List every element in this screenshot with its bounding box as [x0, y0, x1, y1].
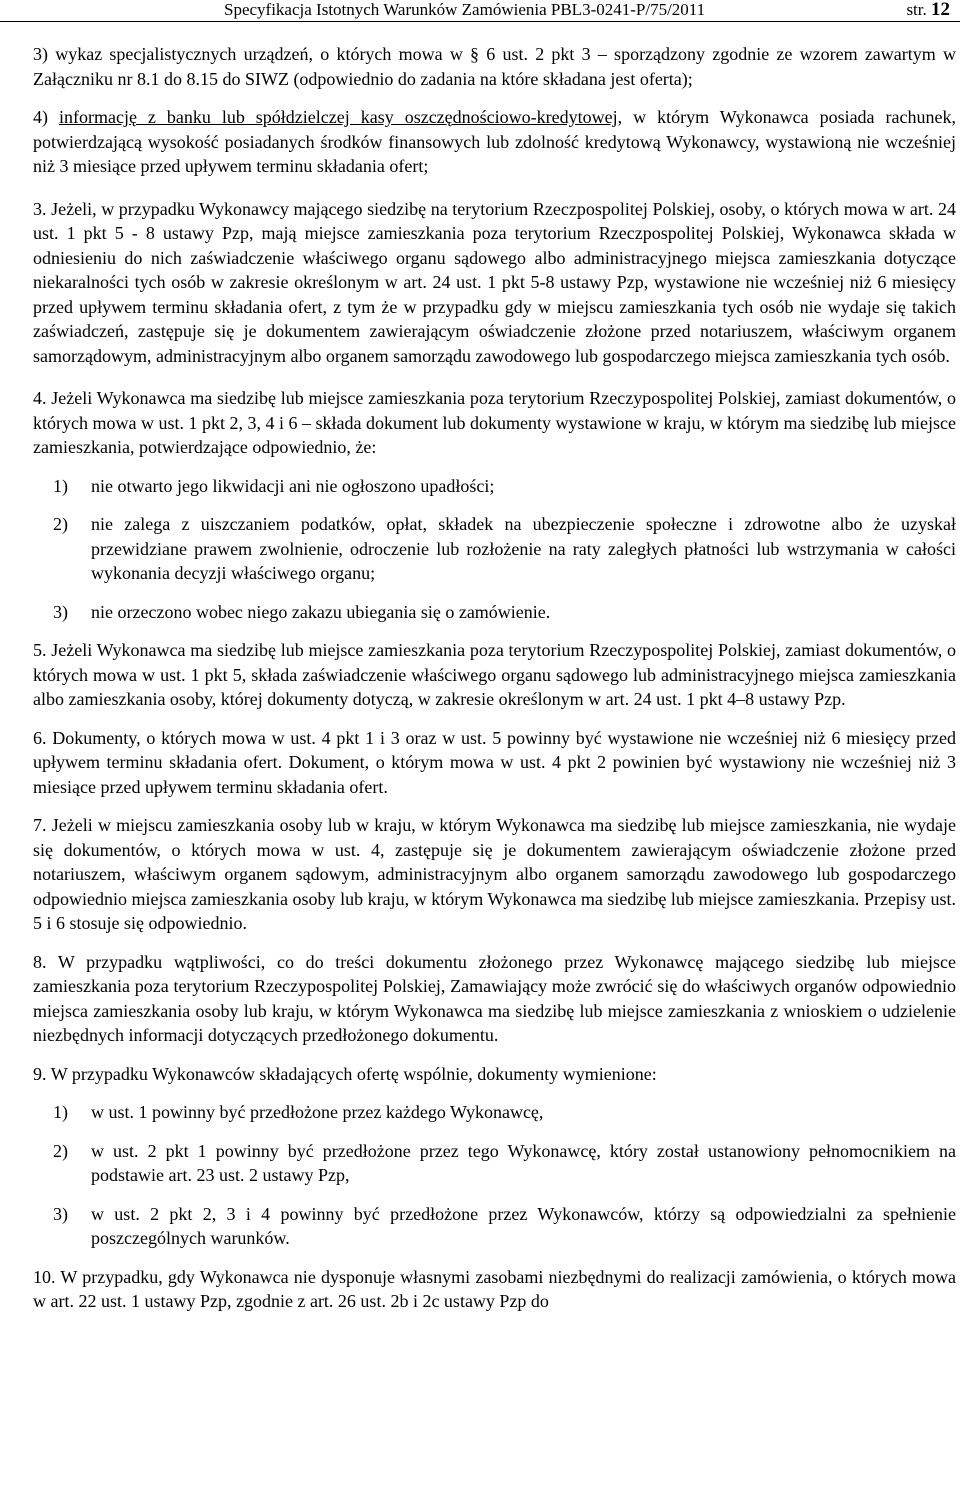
list-item-text: w ust. 2 pkt 2, 3 i 4 powinny być przedłożone przez Wykonawców, którzy są odpowiedzialni za spełnienie poszczególnych warunków.	[91, 1203, 956, 1248]
section-body: Jeżeli Wykonawca ma siedzibę lub miejsce zamieszkania poza terytorium Rzeczypospolitej Polskiej, zamiast dokumentów, o których mowa w ust. 1 pkt 2, 3, 4 i 6 – składa dokument lub dokumenty wystawione w kraju, w którym ma siedzibę lub miejsce zamieszkania, potwierdzające odpowiednio, że:	[33, 388, 957, 457]
header-rule	[0, 21, 960, 22]
sub-item-3	[33, 42, 956, 91]
page-number-value: 12	[931, 0, 950, 20]
sub-item-4-underlined: informację z banku lub spółdzielczej kasy oszczędnościowo-kredytowej	[58, 107, 618, 127]
section-body: W przypadku Wykonawców składających ofertę wspólnie, dokumenty wymienione:	[50, 1063, 657, 1084]
list-item-number: 1)	[53, 475, 68, 496]
section-body: W przypadku, gdy Wykonawca nie dysponuje własnymi zasobami niezbędnymi do realizacji zamówienia, o których mowa w art. 22 ust. 1 ustawy Pzp, zgodnie z art. 26 ust. 2b i 2c ustawy Pzp do	[33, 1266, 956, 1311]
section-body: Jeżeli, w przypadku Wykonawcy mającego siedzibę na terytorium Rzeczpospolitej Polskiej, osoby, o których mowa w art. 24 ust. 1 pkt 5 - 8 ustawy Pzp, mają miejsce zamieszkania poza terytorium Rzeczpospolitej Polskiej, Wykonawca składa w odniesieniu do nich zaświadczenie właściwego organu sądowego albo administracyjnego miejsca zamieszkania dotyczące niekaralności tych osób w zakresie określonym w art. 24 ust. 1 pkt 5-8 ustawy Pzp, wystawione nie wcześniej niż 6 miesięcy przed upływem terminu składania ofert, z tym że w przypadku gdy w miejscu zamieszkania tych osób nie wydaje się takich zaświadczeń, zastępuje się je dokumentem zawierającym oświadczenie złożone przed notariuszem, właściwym organem samorządowym, administracyjnym albo organem samorządu zawodowego lub gospodarczego miejsca zamieszkania tych osób.	[33, 198, 956, 366]
section-number: 9.	[33, 1063, 47, 1084]
section-3-text	[33, 197, 956, 369]
section-number: 4.	[33, 388, 47, 408]
section-8-text	[33, 950, 956, 1048]
section-number: 7.	[33, 815, 47, 835]
section-body: Jeżeli Wykonawca ma siedzibę lub miejsce zamieszkania poza terytorium Rzeczypospolitej Polskiej, zamiast dokumentów, o których mowa w ust. 1 pkt 5, składa zaświadczenie właściwego organu sądowego lub administracyjnego miejsca zamieszkania albo zamieszkania osoby, której dokumenty dotyczą, w zakresie określonym w art. 24 ust. 1 pkt 4–8 ustawy Pzp.	[33, 640, 957, 709]
sub-item-4-rest: , w którym Wykonawca posiada rachunek, potwierdzającą wysokość posiadanych środków finansowych lub zdolność kredytową Wykonawcy, wystawioną nie wcześniej niż 3 miesiące przed upływem terminu składania ofert;	[33, 107, 956, 176]
section-10	[33, 1265, 956, 1314]
section-7-text	[33, 813, 956, 936]
section-3	[33, 197, 956, 369]
section-number: 8.	[33, 951, 47, 972]
section-body: W przypadku wątpliwości, co do treści dokumentu złożonego przez Wykonawcę mającego siedzibę lub miejsce zamieszkania poza terytorium Rzeczypospolitej Polskiej, Zamawiający może zwrócić się do właściwych organów odpowiednio miejsca zamieszkania osoby lub kraju, w którym Wykonawca ma siedzibę lub miejsce zamieszkania z wnioskiem o udzielenie niezbędnych informacji dotyczących przedłożonego dokumentu.	[33, 951, 956, 1045]
page-header	[0, 0, 960, 22]
section-4	[33, 386, 956, 624]
list-item-text: nie orzeczono wobec niego zakazu ubiegania się o zamówienie.	[91, 601, 551, 622]
sub-item-4	[33, 105, 956, 179]
section-number: 10.	[33, 1266, 56, 1287]
section-5	[33, 638, 956, 712]
list-item-text: w ust. 1 powinny być przedłożone przez każdego Wykonawcę,	[91, 1102, 544, 1122]
list-item	[33, 1100, 956, 1125]
list-item-text: nie otwarto jego likwidacji ani nie ogłoszono upadłości;	[91, 475, 495, 496]
sub-item-4-prefix: 4)	[33, 107, 59, 127]
section-body: Dokumenty, o których mowa w ust. 4 pkt 1 i 3 oraz w ust. 5 powinny być wystawione nie wcześniej niż 6 miesięcy przed upływem terminu składania ofert. Dokument, o którym mowa w ust. 4 pkt 2 powinien być wystawiony nie wcześniej niż 3 miesiące przed upływem terminu składania ofert.	[33, 727, 956, 797]
section-4-text	[33, 386, 956, 460]
list-item	[33, 474, 956, 499]
list-item	[33, 1139, 956, 1188]
section-5-text	[33, 638, 956, 712]
list-item-number: 3)	[53, 601, 68, 622]
section-8	[33, 950, 956, 1048]
list-item	[33, 600, 956, 625]
section-6	[33, 726, 956, 800]
list-item-number: 2)	[53, 1140, 68, 1161]
list-item-text: nie zalega z uiszczaniem podatków, opłat, składek na ubezpieczenie społeczne i zdrowotne albo że uzyskał przewidziane prawem zwolnienie, odroczenie lub rozłożenie na raty zaległych płatności lub wstrzymania w całości wykonania decyzji właściwego organu;	[91, 514, 956, 583]
page-number	[906, 0, 950, 20]
section-6-text	[33, 726, 956, 800]
list-item	[33, 1202, 956, 1251]
section-10-text	[33, 1265, 956, 1314]
list-item-number: 2)	[53, 514, 68, 534]
list-item	[33, 512, 956, 586]
section-number: 6.	[33, 727, 47, 748]
section-number: 5.	[33, 640, 47, 660]
document-body	[33, 42, 956, 1314]
section-body: Jeżeli w miejscu zamieszkania osoby lub w kraju, w którym Wykonawca ma siedzibę lub miejsce zamieszkania, nie wydaje się dokumentów, o których mowa w ust. 4, zastępuje się je dokumentem zawierającym oświadczenie złożone przed notariuszem, właściwym organem sądowym, administracyjnym albo organem samorządu zawodowego lub gospodarczego odpowiednio miejsca zamieszkania osoby lub kraju, w którym Wykonawca ma siedzibę lub miejsce zamieszkania. Przepisy ust. 5 i 6 stosuje się odpowiednio.	[33, 815, 956, 933]
list-item-number: 3)	[53, 1203, 68, 1224]
list-item-number: 1)	[53, 1102, 68, 1122]
sub-item-3-text: 3) wykaz specjalistycznych urządzeń, o których mowa w § 6 ust. 2 pkt 3 – sporządzony zgodnie ze wzorem zawartym w Załączniku nr 8.1 do 8.15 do SIWZ (odpowiednio do zadania na które składana jest oferta);	[33, 44, 956, 89]
header-title: Specyfikacja Istotnych Warunków Zamówienia PBL3-0241-P/75/2011	[224, 0, 706, 19]
page-label: str.	[906, 0, 927, 19]
section-7	[33, 813, 956, 936]
list-item-text: w ust. 2 pkt 1 powinny być przedłożone przez tego Wykonawcę, który został ustanowiony pełnomocnikiem na podstawie art. 23 ust. 2 ustawy Pzp,	[91, 1140, 956, 1185]
section-9	[33, 1062, 956, 1251]
section-9-text	[33, 1062, 956, 1087]
section-number: 3.	[33, 198, 47, 219]
